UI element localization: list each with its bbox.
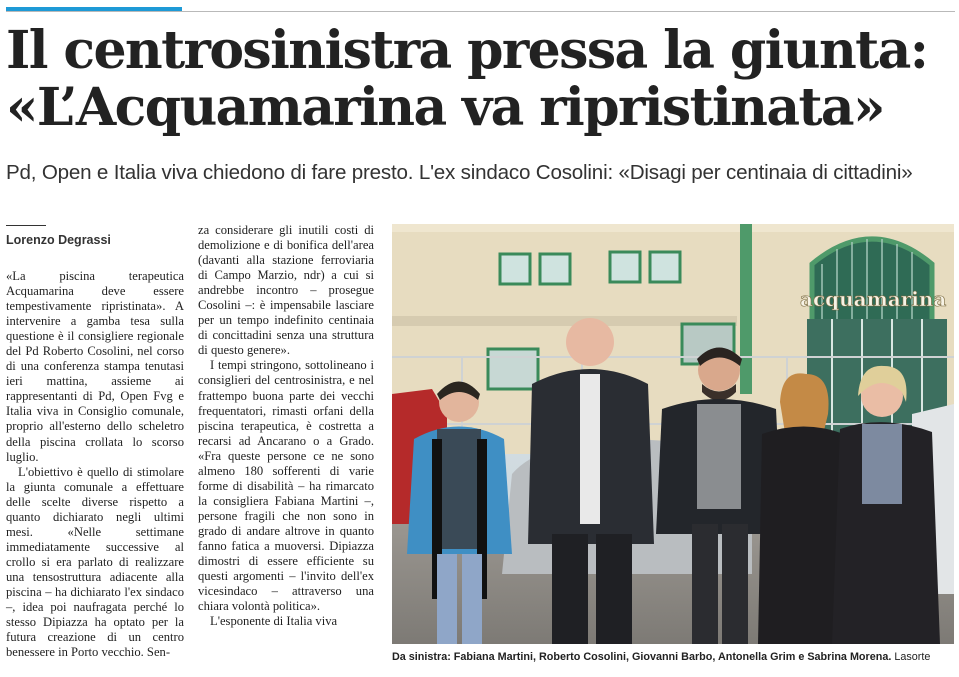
top-rule xyxy=(6,11,955,12)
paragraph: «La piscina terapeutica Acquamarina deve essere tempestivamente ripristinata». A intervenire a gamba tesa sulla questione è il consigliere regionale del Pd Roberto Cosolini, nel corso di una conferenza stampa tenutasi ieri mattina, assieme ai rappresentanti di Pd, Open Fvg e Italia viva in Consiglio comunale, proprio all'esterno dello scheletro della piscina crollata lo scorso luglio. xyxy=(6,269,184,464)
paragraph: L'obiettivo è quello di stimolare la giunta comunale a effettuare delle scelte diverse rispetto a quanto dichiarato negli ultimi mesi. «Nelle settimane immediatamente successive al crollo si era parlato di realizzare una tensostruttura adiacente alla piscina – ha dichiarato l'ex sindaco –, idea poi naufragata perché lo stesso Dipiazza ha optato per la futura creazione di un centro benessere in Porto vecchio. Sen- xyxy=(6,464,184,660)
caption-text: Da sinistra: Fabiana Martini, Roberto Cosolini, Giovanni Barbo, Antonella Grim e Sabrina Morena. xyxy=(392,651,892,663)
photo-credit: Lasorte xyxy=(894,651,931,663)
byline-rule xyxy=(6,225,46,226)
article-photo xyxy=(392,224,954,644)
paragraph: L'esponente di Italia viva xyxy=(210,614,338,629)
headline-line-2: «L’Acquamarina va ripristinata» xyxy=(6,77,884,138)
article-column-2 xyxy=(198,223,374,629)
photo-illustration xyxy=(392,224,954,644)
headline xyxy=(6,22,956,136)
acquamarina-sign: acquamarina xyxy=(800,287,947,311)
byline: Lorenzo Degrassi xyxy=(6,233,111,247)
paragraph: I tempi stringono, sottolineano i consiglieri del centrosinistra, e nel frattempo buona parte dei vecchi frequentatori, rimasti orfani della piscina terapeutica, è costretta a recarsi ad Ancarano o a Grado. «Fra queste persone ce ne sono almeno 180 sofferenti di varie forme di disabilità – ha rimarcato la consigliera Fabiana Martini –, persone fragili che non sono in grado di andare altrove in quanto fanno fatica a muoversi. Dipiazza dimostri di essere efficiente su questi argomenti – l'invito dell'ex vicesindaco – attraverso una chiara volontà politica». xyxy=(198,358,374,614)
photo-caption xyxy=(392,651,957,663)
article-column-1 xyxy=(6,269,184,660)
subtitle: Pd, Open e Italia viva chiedono di fare presto. L'ex sindaco Cosolini: «Disagi per centinaia di cittadini» xyxy=(6,161,913,184)
paragraph: za considerare gli inutili costi di demolizione e di bonifica dell'area (davanti alla stazione ferroviaria di Campo Marzio, ndr) a cui si andrebbe incontro – prosegue Cosolini –: è impensabile lasciare per un tempo indefinito centinaia di concittadini senza una struttura di questo genere». xyxy=(198,223,374,358)
headline-line-1: Il centrosinistra pressa la giunta: xyxy=(6,20,928,81)
